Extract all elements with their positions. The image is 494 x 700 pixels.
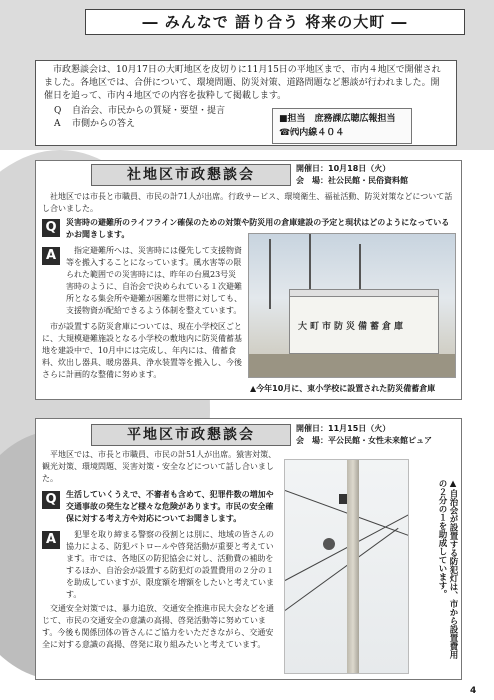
venue-label: 会 場： (296, 436, 328, 445)
photo-caption: ▲自治会が設置する防犯灯は、市から設置費用の２分の１を助成しています。 (437, 479, 458, 659)
section-lead: 平地区では、市長と市職員、市民の計51人が出席。猿害対策、観光対策、環境問題、災害対策・安全などについて話し合いました。 (42, 450, 277, 483)
page-number: 4 (470, 686, 477, 696)
question-text: 生活していくうえで、不審者も含めて、犯罪件数の増加や交通事故の発生など様々な危険があります。市民の安全確保に対する考え方や対応についてお聞きします。 (66, 490, 274, 523)
section-lead: 社地区では市長と市職員、市民の計71人が出席。行政サービス、環境衛生、福祉活動、防災対策などについて話し合いました。 (42, 192, 453, 213)
photo-caption: ▲今年10月に、東小学校に設置された防災備蓄倉庫 (250, 384, 436, 393)
date-label: 開催日： (296, 164, 328, 173)
legend-a-text: 市側からの答え (72, 119, 136, 129)
contact-box (272, 108, 412, 144)
insulator (339, 494, 347, 504)
section-title: 社地区市政懇談会 (91, 164, 291, 186)
meeting-date: 11月15日（火） (328, 424, 391, 433)
street-lamp (323, 538, 335, 550)
contact-person: ■担当 庶務課広聴広報担当 (279, 114, 396, 124)
meeting-meta (296, 423, 432, 447)
answer-text-1: 犯罪を取り締まる警察の役割とは別に、地域の皆さんの協力による、防犯パトロールや啓発活動が重要と考えています。市では、各地区の防犯協会に対し、活動費の補助をするほか、自治会が設置する防犯灯の設置費用の２分の１を助成していますが、限度額を増額をしたいと考えています。 (66, 530, 274, 599)
question-text: 災害時の避難所のライフライン確保のための対策や防災用の倉庫建設の予定と現状はどのようになっているかお聞きします。 (66, 218, 450, 239)
answer-badge: A (42, 247, 60, 265)
date-label: 開催日： (296, 424, 328, 433)
answer-text-2: 市が設置する防災倉庫については、現在小学校区ごとに、大規模避難施設となる小学校の敷地内に防災備蓄基地を建設中で、10月中には完成し、年内には、備蓄食料、炊出し器具、暖房器具、浄水装置等を搬入し、今後さらに計画的な整備に努めます。 (42, 322, 242, 379)
meeting-venue: 平公民館・女性未来館ピュア (328, 436, 432, 445)
tree (269, 239, 271, 309)
warehouse-sign: 大町市防災備蓄倉庫 (298, 322, 407, 332)
page-title: ― みんなで 語り合う 将来の大町 ― (85, 9, 465, 35)
section-yashiro (35, 160, 462, 400)
intro-text: 市政懇談会は、10月17日の大町地区を皮切りに11月15日の平地区まで、市内４地区で開催されました。各地区では、合併について、環境問題、防災対策、道路問題など懇談が行われました。開催日を追って、市内４地区での内容を抜粋して掲載します。 (44, 65, 441, 101)
meeting-meta (296, 163, 408, 187)
answer-text-1: 指定避難所へは、災害時には優先して支援物資等を搬入することになっています。風水害等の限られた範囲での災害時には、昨年の台風23号災害時のように、自治会で決められている１次避難所となる集会所や避難が困難な世帯に対しても、支援物資が配給できるよう体制を整えています。 (66, 246, 242, 315)
section-title: 平地区市政懇談会 (91, 424, 291, 446)
warehouse-roof (289, 289, 439, 297)
answer-text-2: 交通安全対策では、暴力追放、交通安全推進市民大会などを通じて、市民の交通安全の意識の高揚、啓発活動等に努めています。今後も関係団体の皆さんにご協力をいただきながら、交通安全に対する意識の高揚、啓発に取り組みたいと考えています。 (42, 604, 274, 649)
warehouse-building (289, 296, 439, 354)
power-line (285, 528, 399, 611)
meeting-date: 10月18日（火） (328, 164, 391, 173)
streetlight-photo (284, 459, 409, 674)
question-badge: Q (42, 491, 60, 509)
answer-badge: A (42, 531, 60, 549)
contact-phone: ☎㈹内線４０４ (279, 128, 345, 138)
warehouse-photo (248, 233, 456, 378)
ground (249, 354, 456, 378)
utility-pole (347, 460, 359, 674)
legend-q-label: Q (54, 106, 62, 116)
question-badge: Q (42, 219, 60, 237)
legend-a-label: A (54, 119, 61, 129)
section-taira (35, 418, 462, 680)
meeting-venue: 社公民館・民俗資料館 (328, 176, 408, 185)
venue-label: 会 場： (296, 176, 328, 185)
legend-q-text: 自治会、市民からの質疑・要望・提言 (72, 106, 226, 116)
